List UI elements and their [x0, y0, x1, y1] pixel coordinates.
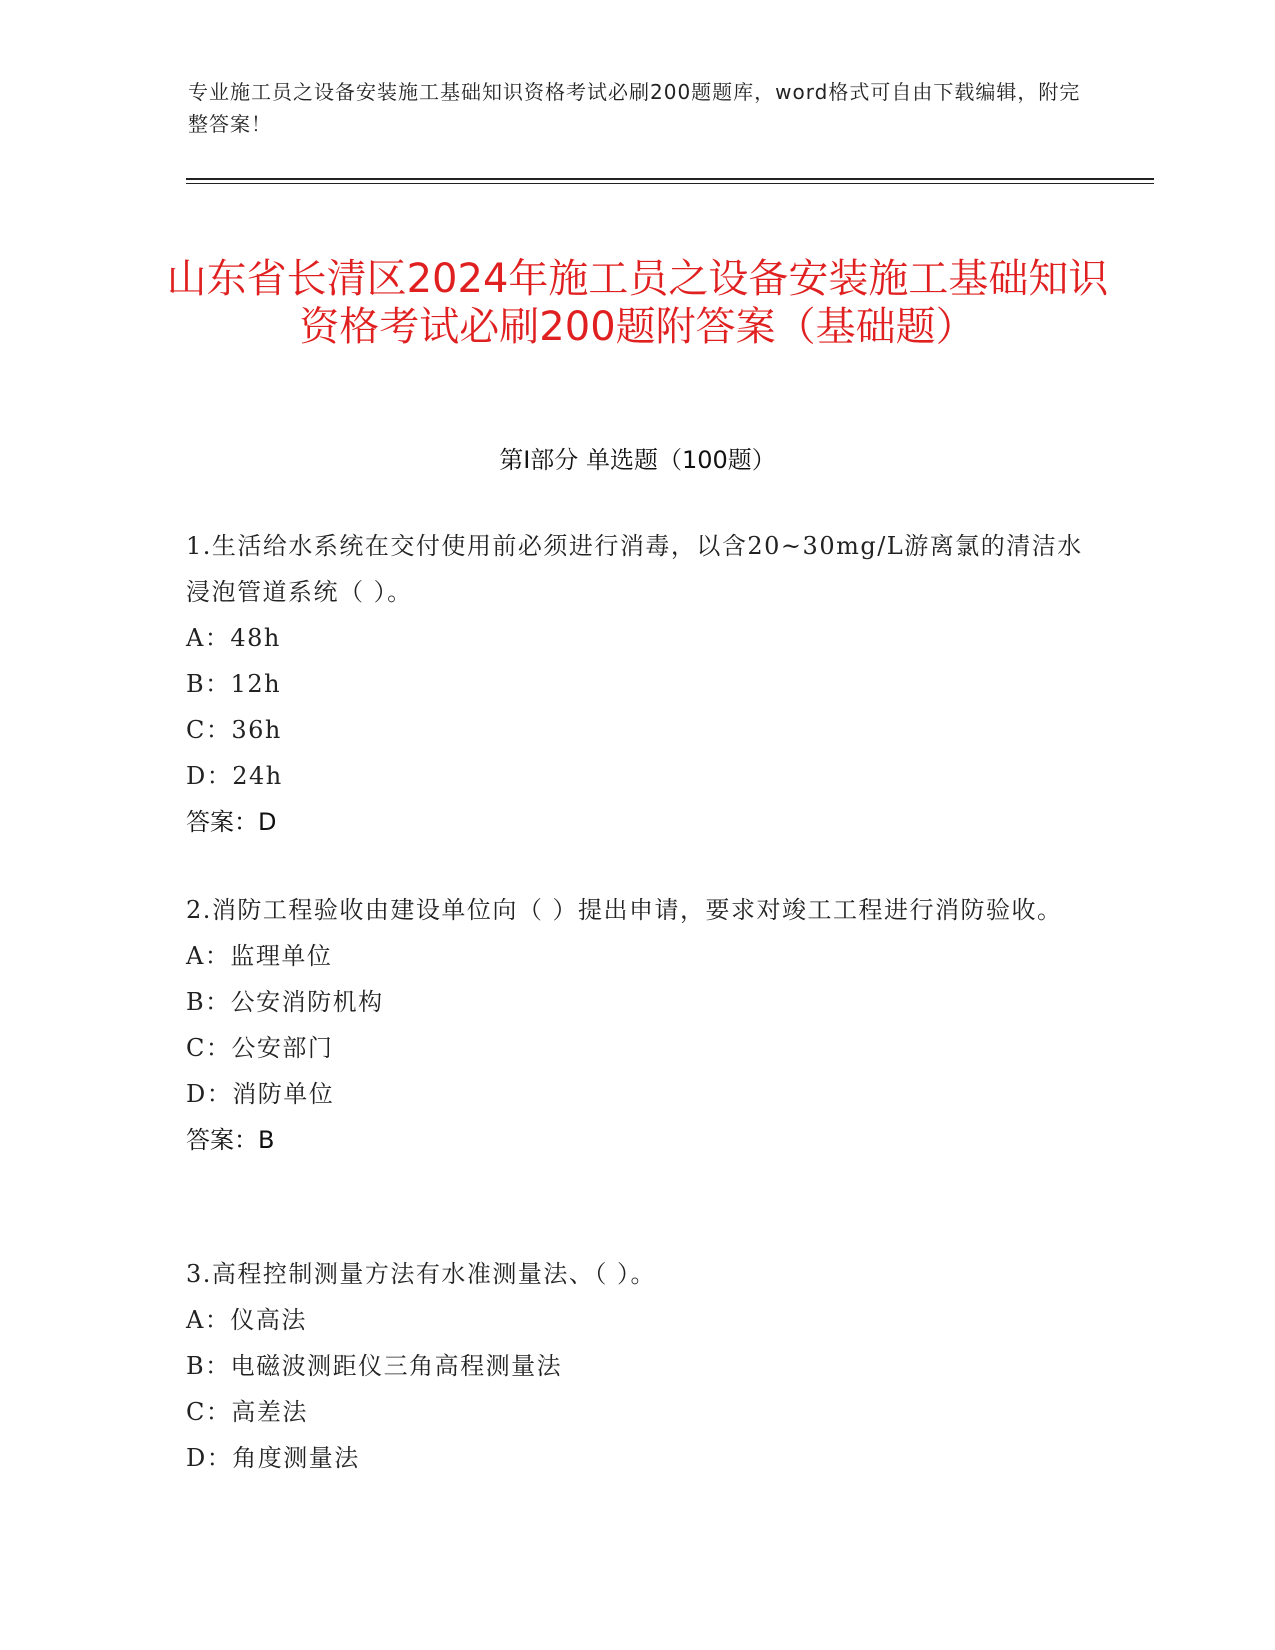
- option-b: B：12h: [186, 670, 282, 698]
- question-stem: 2.消防工程验收由建设单位向（ ）提出申请，要求对竣工工程进行消防验收。: [186, 896, 1063, 924]
- question-3: [186, 1251, 1086, 1481]
- option-a: A：48h: [186, 624, 281, 652]
- option-c: C：公安部门: [186, 1034, 334, 1062]
- question-stem: 3.高程控制测量方法有水准测量法、（ ）。: [186, 1260, 657, 1288]
- question-stem: 1.生活给水系统在交付使用前必须进行消毒，以含20~30mg/L游离氯的清洁水浸泡管道系统（ ）。: [186, 532, 1083, 606]
- option-d: D：24h: [186, 762, 283, 790]
- option-b: B：电磁波测距仪三角高程测量法: [186, 1352, 563, 1380]
- option-c: C：36h: [186, 716, 282, 744]
- section-title: 第Ⅰ部分 单选题（100题）: [499, 446, 776, 474]
- option-b: B：公安消防机构: [186, 988, 384, 1016]
- option-a: A：仪高法: [186, 1306, 307, 1334]
- option-d: D：消防单位: [186, 1080, 335, 1108]
- option-c: C：高差法: [186, 1398, 308, 1426]
- header-note: 专业施工员之设备安装施工基础知识资格考试必刷200题题库，word格式可自由下载编辑，附完整答案！: [188, 80, 1081, 136]
- question-answer: 答案：D: [186, 808, 277, 836]
- question-2: [186, 887, 1086, 1163]
- header-divider-thin: [186, 183, 1154, 184]
- header-divider: [186, 178, 1154, 180]
- question-1: [186, 523, 1086, 845]
- document-title: 山东省长清区2024年施工员之设备安装施工基础知识资格考试必刷200题附答案（基础题）: [166, 255, 1109, 350]
- option-d: D：角度测量法: [186, 1444, 360, 1472]
- option-a: A：监理单位: [186, 942, 333, 970]
- question-answer: 答案：B: [186, 1126, 275, 1154]
